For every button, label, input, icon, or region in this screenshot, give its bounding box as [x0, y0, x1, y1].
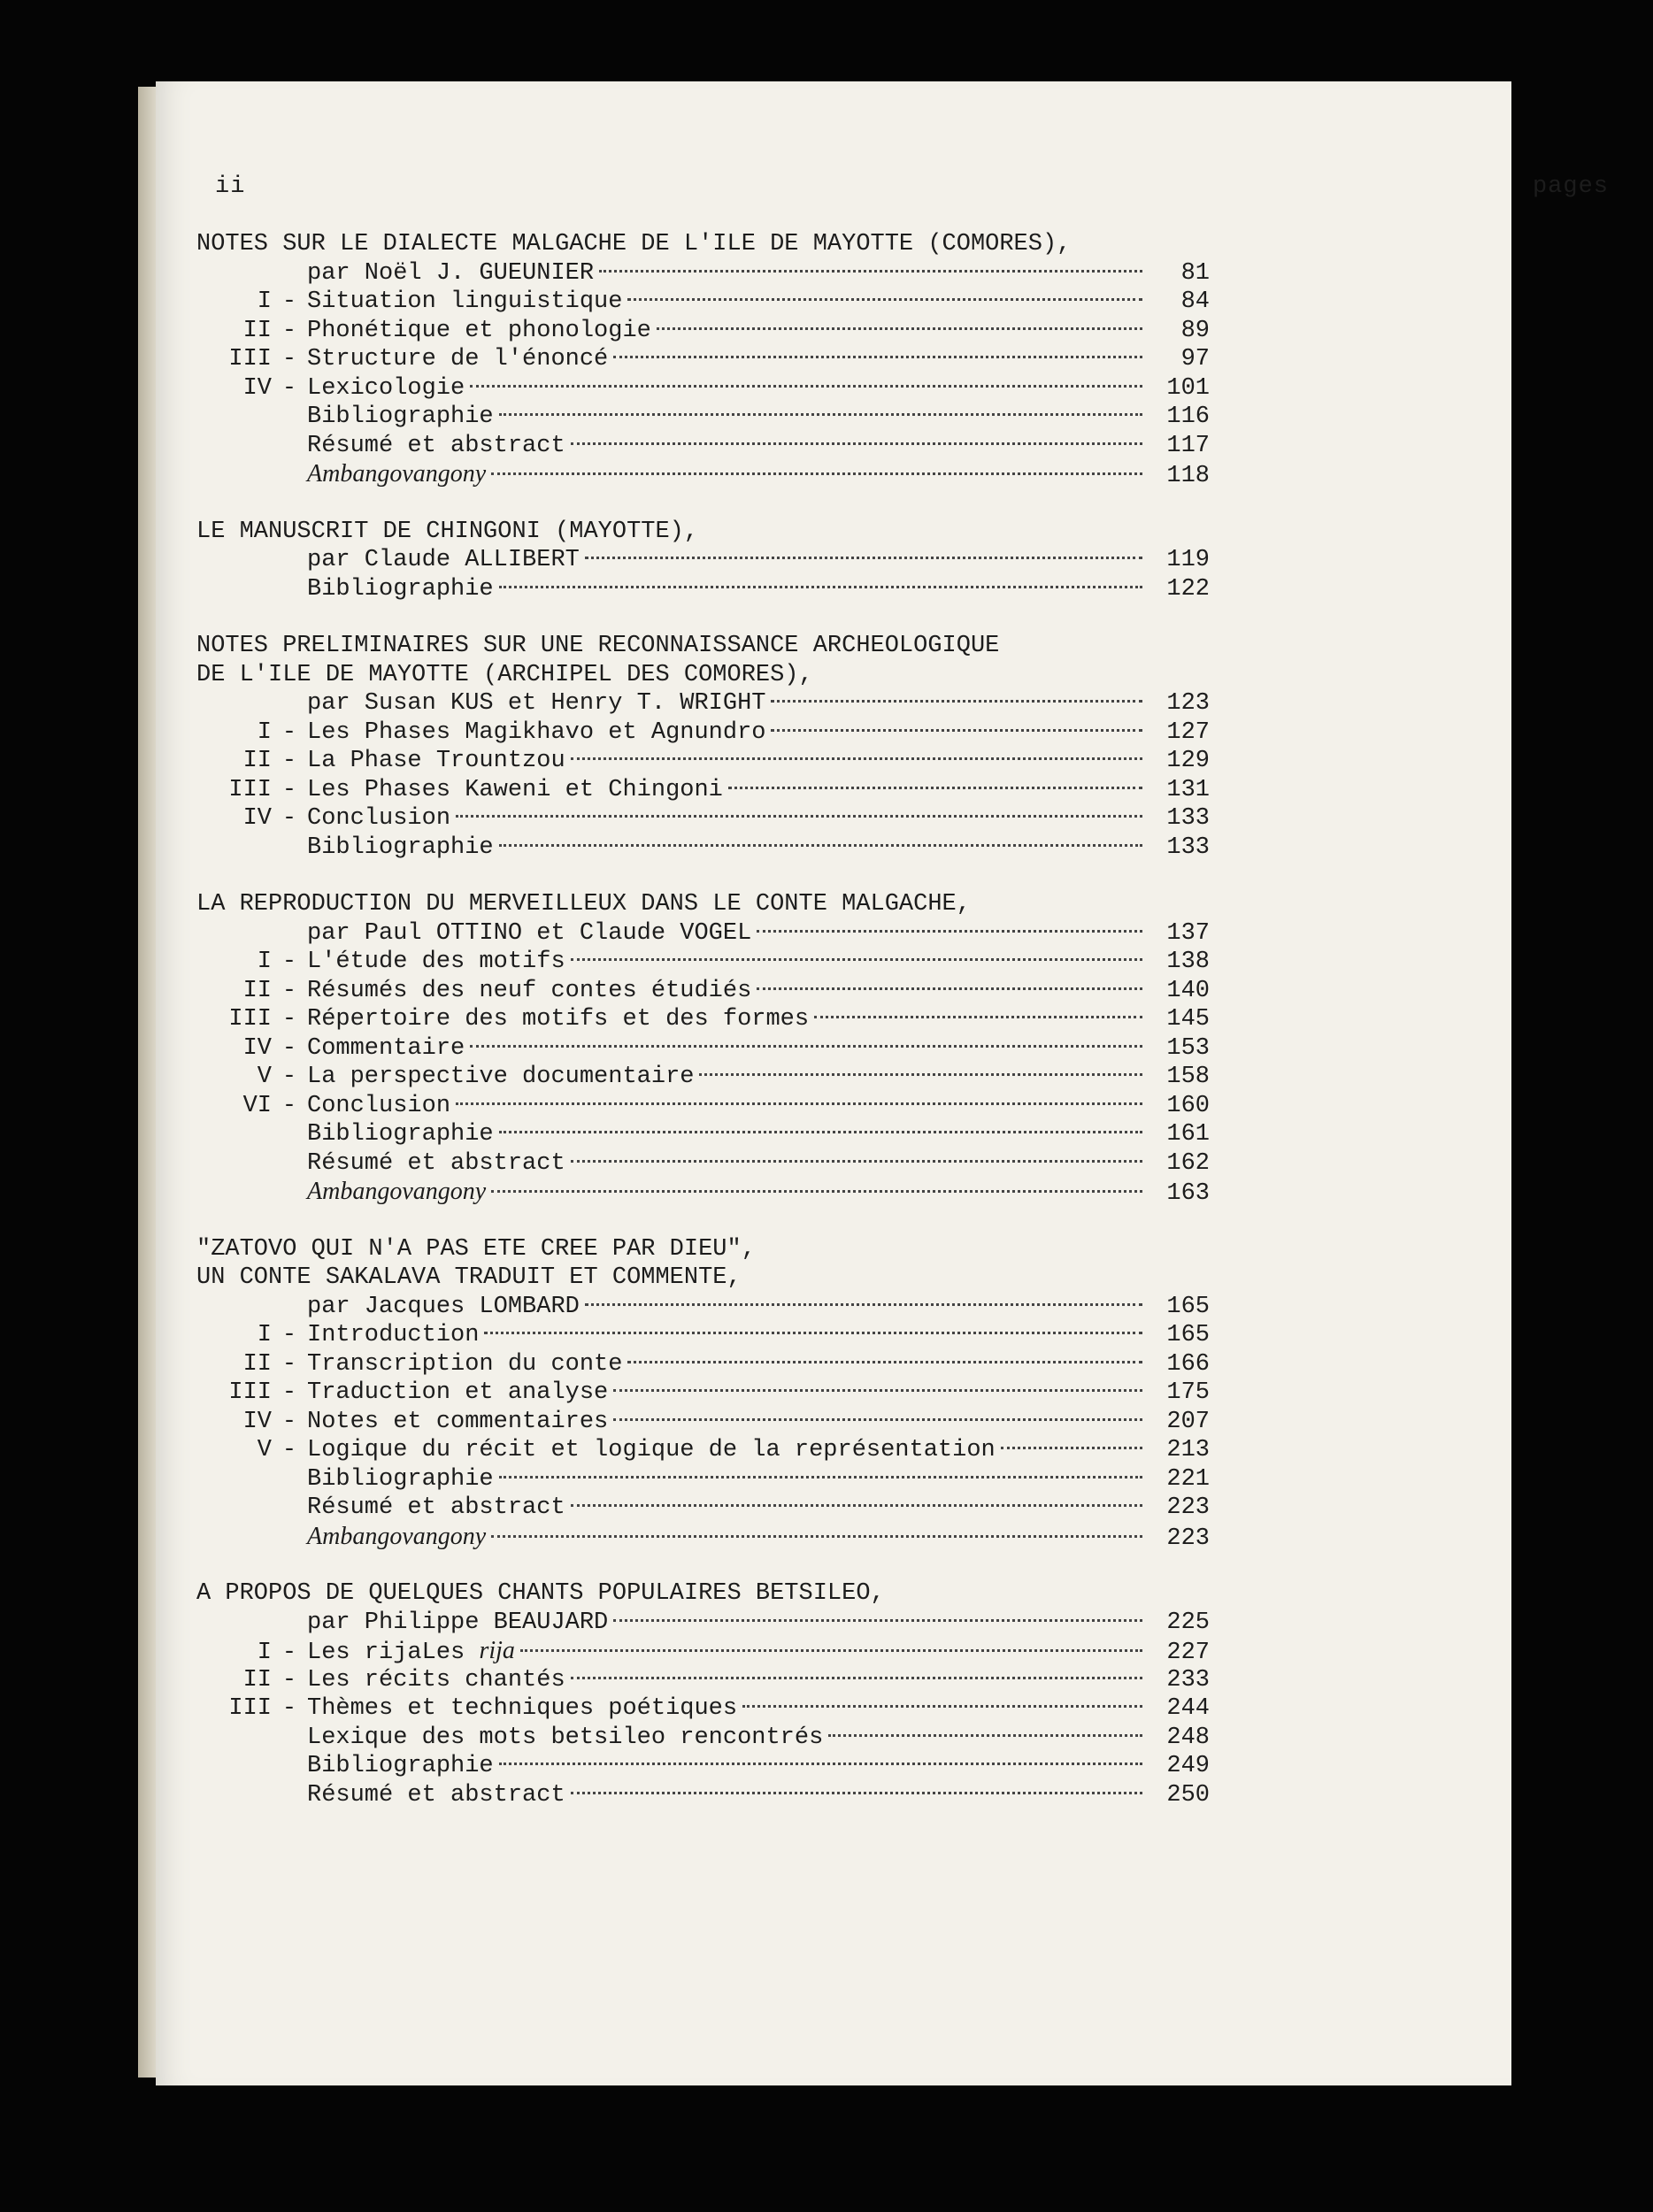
toc-entry — [196, 1178, 1210, 1207]
toc-entry — [196, 1781, 1210, 1810]
entry-title: Bibliographie — [307, 403, 494, 430]
entry-title: Résumés des neuf contes étudiés — [307, 977, 752, 1004]
page-number: 221 — [1166, 1465, 1210, 1493]
leader-dots — [771, 729, 1142, 732]
leader-dots — [627, 1361, 1142, 1363]
page-number: 127 — [1166, 718, 1210, 746]
chapter-numeral: IV — [242, 1034, 272, 1062]
toc-section — [196, 518, 1210, 604]
section-title: NOTES SUR LE DIALECTE MALGACHE DE L'ILE DE MAYOTTE (COMORES), — [196, 231, 1072, 257]
chapter-numeral: III — [228, 776, 272, 803]
chapter-numeral: VI — [242, 1092, 272, 1119]
entry-title: Conclusion — [307, 805, 451, 832]
section-title: A PROPOS DE QUELQUES CHANTS POPULAIRES BETSILEO, — [196, 1580, 885, 1607]
toc-entry — [196, 575, 1210, 604]
section-title: LA REPRODUCTION DU MERVEILLEUX DANS LE CONTE MALGACHE, — [196, 891, 971, 918]
toc-entry — [196, 718, 1210, 748]
author-name: par Philippe BEAUJARD — [307, 1609, 609, 1636]
chapter-dash: - — [281, 977, 297, 1004]
toc-section — [196, 230, 1210, 489]
leader-dots — [499, 1476, 1142, 1479]
leader-dots — [499, 844, 1142, 847]
page-number: 249 — [1166, 1753, 1210, 1779]
chapter-numeral: IV — [242, 805, 272, 832]
page-number: 207 — [1166, 1408, 1210, 1435]
page-number: 165 — [1166, 1322, 1210, 1348]
page-number: 162 — [1166, 1149, 1210, 1177]
leader-dots — [499, 1763, 1142, 1765]
toc-entry — [196, 1666, 1210, 1695]
author-line — [196, 259, 1210, 288]
chapter-dash: - — [281, 1640, 297, 1666]
toc-entry — [196, 1092, 1210, 1121]
toc-entry — [196, 747, 1210, 776]
toc-entry — [196, 1321, 1210, 1350]
entry-title: Résumé et abstract — [307, 1149, 565, 1177]
section-gap — [196, 862, 1210, 890]
entry-title: Bibliographie — [307, 1465, 494, 1493]
page-number: 161 — [1166, 1121, 1210, 1148]
toc-section — [196, 890, 1210, 1207]
leader-dots — [757, 987, 1142, 990]
chapter-numeral: I — [257, 1640, 272, 1666]
toc-entry — [196, 1034, 1210, 1064]
entry-title: Lexique des mots betsileo rencontrés — [307, 1724, 824, 1751]
section-title: NOTES PRELIMINAIRES SUR UNE RECONNAISSANCE ARCHEOLOGIQUE — [196, 633, 1000, 659]
entry-title: Ambangovangony — [307, 1522, 487, 1550]
leader-dots — [627, 298, 1142, 301]
page-number: 213 — [1166, 1437, 1210, 1463]
chapter-numeral: II — [242, 1666, 272, 1694]
pages-column-label: pages — [1532, 173, 1609, 200]
entry-title: Logique du récit et logique de la représentation — [307, 1437, 996, 1463]
author-line — [196, 689, 1210, 718]
toc-entry — [196, 1408, 1210, 1437]
chapter-numeral: III — [228, 346, 272, 373]
leader-dots — [499, 586, 1142, 588]
page-number: 116 — [1166, 403, 1210, 430]
page-number: 140 — [1166, 977, 1210, 1004]
page-number: 223 — [1166, 1525, 1210, 1552]
leader-dots — [613, 1418, 1142, 1421]
author-name: par Jacques LOMBARD — [307, 1293, 580, 1320]
leader-dots — [728, 787, 1142, 789]
leader-dots — [491, 1535, 1142, 1538]
page-number: 131 — [1166, 776, 1210, 803]
page-number: 223 — [1166, 1494, 1210, 1521]
page-number: 84 — [1180, 288, 1210, 315]
section-gap — [196, 1551, 1210, 1579]
entry-title: Commentaire — [307, 1034, 465, 1062]
page-number: 138 — [1166, 949, 1210, 975]
leader-dots — [585, 557, 1142, 559]
entry-title: Lexicologie — [307, 374, 465, 402]
page-number: 122 — [1166, 575, 1210, 603]
leader-dots — [484, 1332, 1142, 1334]
chapter-numeral: I — [257, 1322, 272, 1348]
page-number: 158 — [1166, 1064, 1210, 1090]
toc-entry — [196, 1005, 1210, 1034]
chapter-numeral: IV — [242, 1408, 272, 1435]
section-title: "ZATOVO QUI N'A PAS ETE CREE PAR DIEU", — [196, 1235, 756, 1263]
section-gap — [196, 1207, 1210, 1235]
chapter-numeral: II — [242, 977, 272, 1004]
page-number: 129 — [1166, 748, 1210, 774]
entry-title: Les Phases Magikhavo et Agnundro — [307, 718, 766, 746]
chapter-numeral: III — [228, 1006, 272, 1033]
leader-dots — [613, 1389, 1142, 1392]
toc-entry — [196, 1494, 1210, 1523]
page-number: 133 — [1166, 833, 1210, 861]
page-number: 244 — [1166, 1695, 1210, 1722]
chapter-dash: - — [281, 805, 297, 832]
leader-dots — [571, 958, 1142, 961]
leader-dots — [1001, 1447, 1142, 1449]
toc-entry — [196, 460, 1210, 489]
toc-entry — [196, 977, 1210, 1006]
page-number: 133 — [1166, 805, 1210, 832]
entry-title: Résumé et abstract — [307, 1781, 565, 1809]
entry-title: Situation linguistique — [307, 288, 623, 315]
page-number: 89 — [1180, 317, 1210, 344]
chapter-numeral: II — [242, 1350, 272, 1378]
chapter-numeral: II — [242, 748, 272, 774]
chapter-numeral: II — [242, 317, 272, 344]
leader-dots — [470, 1045, 1142, 1048]
leader-dots — [571, 1792, 1142, 1794]
leader-dots — [613, 356, 1142, 358]
entry-title: Thèmes et techniques poétiques — [307, 1695, 738, 1722]
chapter-dash: - — [281, 317, 297, 344]
page-number: 248 — [1166, 1724, 1210, 1751]
leader-dots — [571, 1504, 1142, 1507]
leader-dots — [571, 1677, 1142, 1679]
toc-entry — [196, 403, 1210, 432]
entry-title: Bibliographie — [307, 1753, 494, 1779]
leader-dots — [814, 1016, 1142, 1018]
toc-entry — [196, 776, 1210, 805]
toc-entry — [196, 804, 1210, 833]
page-number: 166 — [1166, 1350, 1210, 1378]
author-line — [196, 546, 1210, 575]
leader-dots — [585, 1303, 1142, 1306]
page-number: 160 — [1166, 1092, 1210, 1119]
leader-dots — [456, 1102, 1142, 1105]
toc-entry — [196, 1637, 1210, 1666]
toc-entry — [196, 432, 1210, 461]
toc-section — [196, 1235, 1210, 1552]
page-number: 225 — [1166, 1609, 1210, 1636]
chapter-dash: - — [281, 1064, 297, 1090]
section-gap — [196, 603, 1210, 632]
chapter-dash: - — [281, 346, 297, 373]
entry-title: Notes et commentaires — [307, 1408, 609, 1435]
entry-title: Résumé et abstract — [307, 432, 565, 459]
author-line — [196, 1609, 1210, 1638]
leader-dots — [491, 1190, 1142, 1193]
chapter-numeral: I — [257, 949, 272, 975]
table-of-contents — [196, 230, 1210, 1809]
leader-dots — [699, 1073, 1142, 1076]
leader-dots — [520, 1649, 1142, 1652]
section-gap — [196, 489, 1210, 518]
chapter-dash: - — [281, 1695, 297, 1722]
entry-title: Bibliographie — [307, 1121, 494, 1148]
toc-entry — [196, 1350, 1210, 1379]
toc-entry — [196, 1523, 1210, 1552]
chapter-dash: - — [281, 776, 297, 803]
toc-entry — [196, 1465, 1210, 1494]
page-number: 101 — [1166, 374, 1210, 402]
chapter-numeral: I — [257, 288, 272, 315]
toc-entry — [196, 1063, 1210, 1092]
entry-title: Les Phases Kaweni et Chingoni — [307, 776, 723, 803]
page-number: 227 — [1166, 1640, 1210, 1666]
entry-title: Phonétique et phonologie — [307, 317, 651, 344]
page-number: 175 — [1166, 1379, 1210, 1406]
chapter-dash: - — [281, 288, 297, 315]
chapter-dash: - — [281, 748, 297, 774]
entry-title: Les rijaLes rija — [307, 1637, 515, 1666]
chapter-dash: - — [281, 949, 297, 975]
entry-title: Ambangovangony — [307, 1178, 487, 1205]
chapter-dash: - — [281, 374, 297, 402]
author-name: par Paul OTTINO et Claude VOGEL — [307, 919, 752, 947]
chapter-numeral: V — [257, 1437, 272, 1463]
leader-dots — [742, 1705, 1142, 1708]
leader-dots — [499, 413, 1142, 416]
entry-title: Introduction — [307, 1322, 480, 1348]
chapter-dash: - — [281, 1408, 297, 1435]
leader-dots — [771, 700, 1142, 703]
entry-title: Résumé et abstract — [307, 1494, 565, 1521]
italic-term: rija — [479, 1637, 515, 1664]
entry-title: Les récits chantés — [307, 1666, 565, 1694]
toc-section — [196, 632, 1210, 862]
page-number: 137 — [1166, 919, 1210, 947]
leader-dots — [571, 442, 1142, 445]
entry-title: Répertoire des motifs et des formes — [307, 1006, 810, 1033]
entry-title: La Phase Trountzou — [307, 748, 565, 774]
chapter-dash: - — [281, 1034, 297, 1062]
toc-entry — [196, 833, 1210, 863]
leader-dots — [571, 1160, 1142, 1163]
leader-dots — [657, 327, 1142, 330]
page-number: 117 — [1166, 432, 1210, 459]
leader-dots — [828, 1734, 1142, 1737]
leader-dots — [757, 930, 1142, 933]
chapter-dash: - — [281, 1437, 297, 1463]
chapter-dash: - — [281, 1666, 297, 1694]
page-number: 165 — [1166, 1293, 1210, 1320]
chapter-numeral: V — [257, 1064, 272, 1090]
entry-title: L'étude des motifs — [307, 949, 565, 975]
leader-dots — [499, 1131, 1142, 1133]
toc-entry — [196, 1436, 1210, 1465]
entry-title: Conclusion — [307, 1092, 451, 1119]
chapter-dash: - — [281, 1350, 297, 1378]
page-number: 250 — [1166, 1781, 1210, 1809]
section-title: UN CONTE SAKALAVA TRADUIT ET COMMENTE, — [196, 1264, 742, 1291]
leader-dots — [599, 270, 1142, 273]
author-name: par Claude ALLIBERT — [307, 547, 580, 573]
section-title: LE MANUSCRIT DE CHINGONI (MAYOTTE), — [196, 518, 699, 545]
toc-entry — [196, 1694, 1210, 1724]
leader-dots — [470, 385, 1142, 388]
toc-entry — [196, 1752, 1210, 1781]
page-number: 118 — [1166, 463, 1210, 489]
entry-title: Transcription du conte — [307, 1350, 623, 1378]
leader-dots — [456, 815, 1142, 818]
page-number: 81 — [1180, 259, 1210, 287]
chapter-numeral: I — [257, 718, 272, 746]
page-number: 153 — [1166, 1034, 1210, 1062]
page-number: 123 — [1166, 690, 1210, 717]
toc-entry — [196, 1149, 1210, 1179]
chapter-numeral: IV — [242, 374, 272, 402]
page-number: 233 — [1166, 1666, 1210, 1694]
toc-entry — [196, 1379, 1210, 1408]
author-name: par Susan KUS et Henry T. WRIGHT — [307, 690, 766, 717]
entry-title: Bibliographie — [307, 575, 494, 603]
entry-title: Traduction et analyse — [307, 1379, 609, 1406]
page-number: 119 — [1166, 547, 1210, 573]
leader-dots — [613, 1619, 1142, 1622]
entry-title: Ambangovangony — [307, 460, 487, 488]
page-number: 163 — [1166, 1180, 1210, 1207]
entry-title: Bibliographie — [307, 833, 494, 861]
page-number: 97 — [1180, 346, 1210, 373]
toc-entry — [196, 1120, 1210, 1149]
toc-entry — [196, 1724, 1210, 1753]
entry-title: La perspective documentaire — [307, 1064, 695, 1090]
chapter-dash: - — [281, 1006, 297, 1033]
entry-title: Structure de l'énoncé — [307, 346, 609, 373]
chapter-numeral: III — [228, 1379, 272, 1406]
chapter-dash: - — [281, 1379, 297, 1406]
toc-entry — [196, 374, 1210, 403]
page-number-roman: ii — [215, 173, 246, 200]
toc-entry — [196, 288, 1210, 317]
page-number: 145 — [1166, 1006, 1210, 1033]
toc-entry — [196, 948, 1210, 977]
author-line — [196, 919, 1210, 949]
author-name: par Noël J. GUEUNIER — [307, 259, 595, 287]
chapter-numeral: III — [228, 1695, 272, 1722]
leader-dots — [491, 472, 1142, 475]
chapter-dash: - — [281, 718, 297, 746]
toc-entry — [196, 345, 1210, 374]
chapter-dash: - — [281, 1092, 297, 1119]
section-title: DE L'ILE DE MAYOTTE (ARCHIPEL DES COMORES), — [196, 661, 813, 688]
author-line — [196, 1293, 1210, 1322]
toc-entry — [196, 317, 1210, 346]
chapter-dash: - — [281, 1322, 297, 1348]
toc-section — [196, 1579, 1210, 1809]
leader-dots — [571, 757, 1142, 760]
